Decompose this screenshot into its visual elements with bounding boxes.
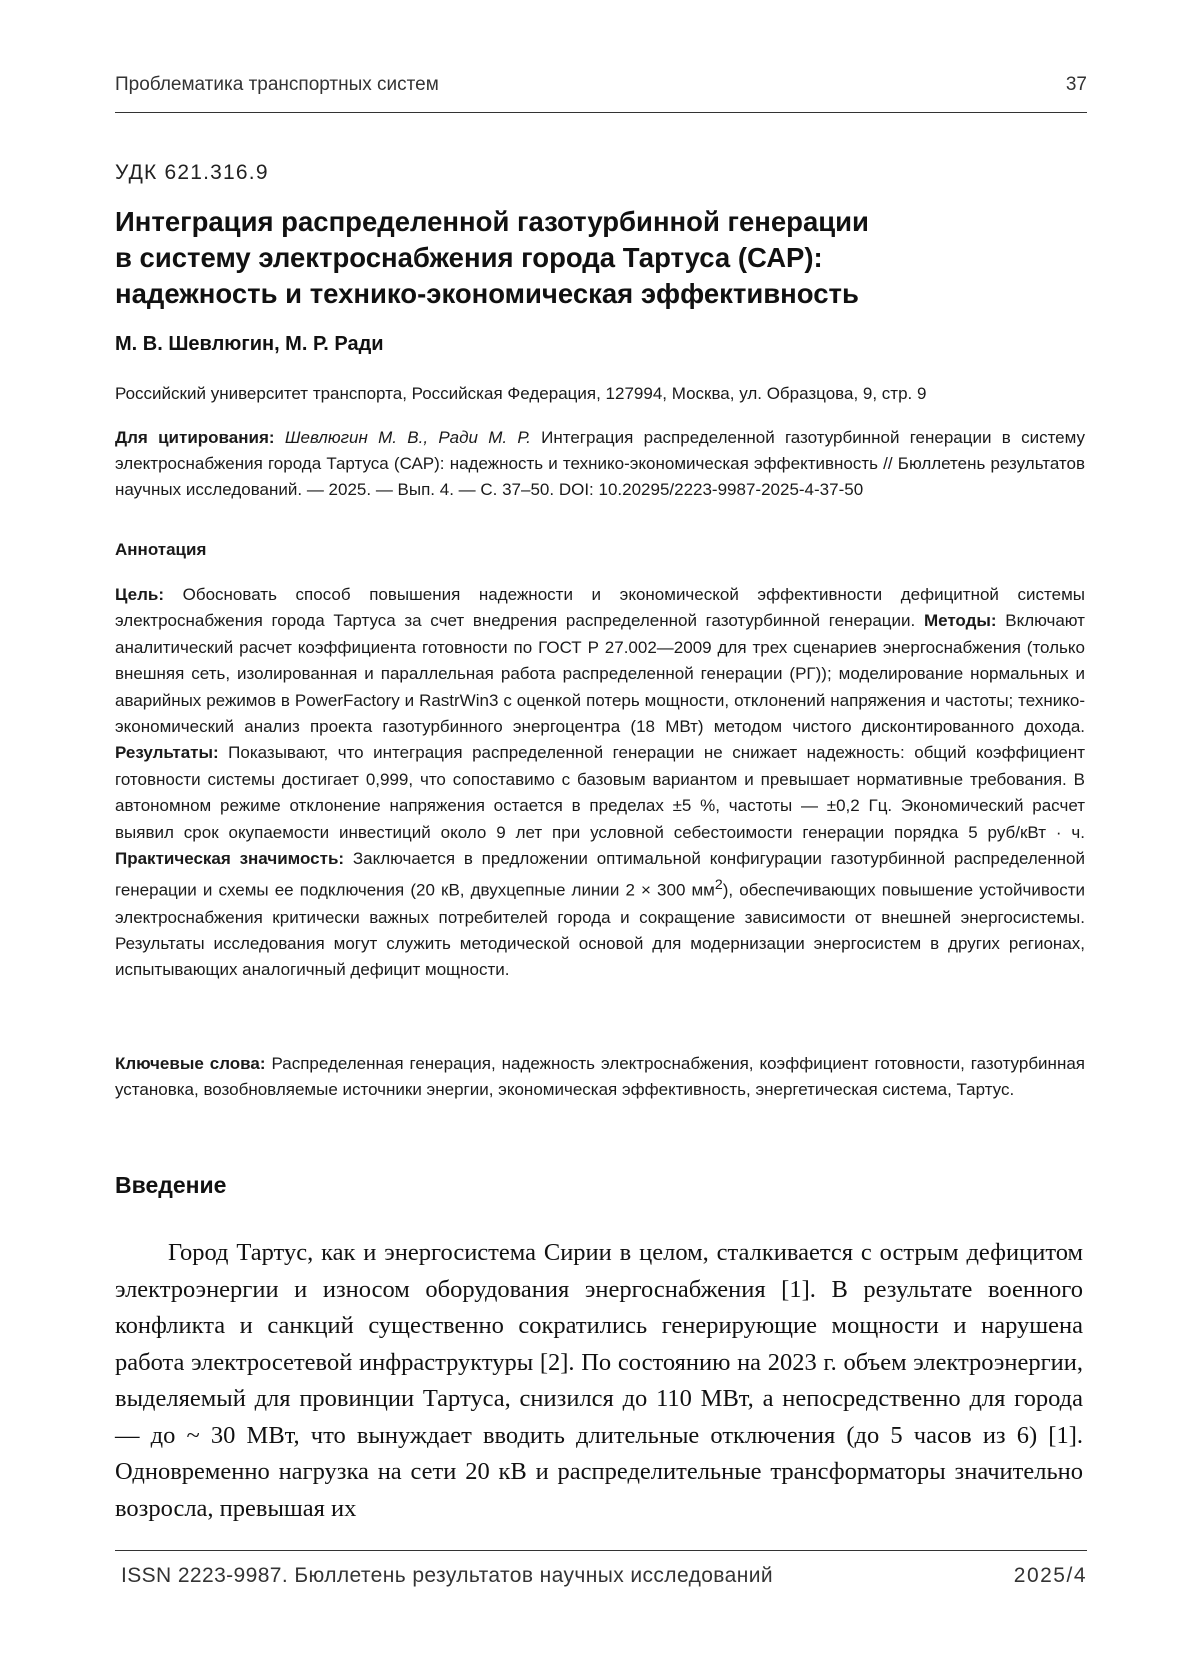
running-title: Проблематика транспортных систем — [115, 74, 439, 95]
methods-label: Методы: — [923, 611, 997, 631]
title-line: в систему электроснабжения города Тартуса (САР): — [115, 242, 823, 273]
title-line: Интеграция распределенной газотурбинной генерации — [115, 206, 869, 237]
title-line: надежность и технико-экономическая эффективность — [115, 278, 859, 309]
citation-block — [115, 425, 1085, 503]
significance-text: Заключается в предложении оптимальной конфигурации газотурбинной распределенной генерации и схемы ее подключения (20 кВ, двухцепные линии 2 × 300 мм — [115, 849, 1085, 901]
running-header — [115, 74, 1087, 104]
citation-authors: Шевлюгин М. В., Ради М. Р. — [284, 428, 531, 447]
introduction-paragraph: Город Тартус, как и энергосистема Сирии в целом, сталкивается с острым дефицитом электроэнергии и износом оборудования энергоснабжения [1]. В результате военного конфликта и санкций существенно сократились генерирующие мощности и нарушена работа электросетевой инфраструктуры [2]. По состоянию на 2023 г. объем электроэнергии, выделяемый для провинции Тартуса, снизился до 110 МВт, а непосредственно для города — до ~ 30 МВт, что вынуждает вводить длительные отключения (до 5 часов из 6) [1]. Одновременно нагрузка на сети 20 кВ и распределительные трансформаторы значительно возросла, превышая их — [115, 1239, 1083, 1522]
section-heading-introduction: Введение — [115, 1172, 227, 1198]
citation-text: Интеграция распределенной газотурбинной генерации в систему электроснабжения города Тартуса (САР): надежность и технико-экономическая эффективность // Бюллетень результатов научных исследований. — 2025. — Вып. 4. — С. 37–50. DOI: 10.20295/2223-9987-2025-4-37-50 — [115, 428, 1086, 499]
affiliation: Российский университет транспорта, Российская Федерация, 127994, Москва, ул. Образцова, 9, стр. 9 — [115, 384, 927, 403]
superscript: 2 — [714, 877, 723, 894]
annotation-heading: Аннотация — [115, 540, 207, 559]
article-title — [115, 204, 1075, 312]
methods-text: Включают аналитический расчет коэффициента готовности по ГОСТ Р 27.002—2009 для трех сценариев энергоснабжения (только внешняя сеть, изолированная и параллельная работа распределенной генерации (РГ)); моделирование нормальных и аварийных режимов в PowerFactory и RastrWin3 с оценкой потерь мощности, отклонений напряжения и частоты; технико-экономический анализ проекта газотурбинного энергоцентра (18 МВт) методом чистого дисконтированного дохода. — [115, 611, 1085, 737]
udc-code: УДК 621.316.9 — [115, 161, 269, 184]
footer-issue: 2025/4 — [1013, 1564, 1087, 1587]
page-number: 37 — [1065, 74, 1087, 95]
citation-label: Для цитирования: — [115, 428, 275, 447]
keywords-text: Распределенная генерация, надежность электроснабжения, коэффициент готовности, газотурбинная установка, возобновляемые источники энергии, экономическая эффективность, энергетическая система, Тартус. — [115, 1054, 1085, 1099]
abstract-text — [115, 582, 1085, 984]
header-divider — [115, 112, 1087, 113]
significance-label: Практическая значимость: — [115, 849, 345, 869]
goal-text: Обосновать способ повышения надежности и экономической эффективности дефицитной системы электроснабжения города Тартуса за счет внедрения распределенной газотурбинной генерации. — [115, 585, 1085, 631]
authors: М. В. Шевлюгин, М. Р. Ради — [115, 333, 384, 355]
keywords-block — [115, 1051, 1085, 1103]
footer-journal: ISSN 2223-9987. Бюллетень результатов научных исследований — [121, 1564, 773, 1587]
results-label: Результаты: — [115, 743, 219, 763]
significance-text-end: ), обеспечивающих повышение устойчивости электроснабжения критически важных потребителей города и сокращение зависимости от внешней энергосистемы. Результаты исследования могут служить методической основой для модернизации энергосистем в других регионах, испытывающих аналогичный дефицит мощности. — [115, 881, 1085, 980]
results-text: Показывают, что интеграция распределенной генерации не снижает надежность: общий коэффициент готовности системы достигает 0,999, что сопоставимо с базовым вариантом и превышает нормативные требования. В автономном режиме отклонение напряжения остается в пределах ±5 %, частоты — ±0,2 Гц. Экономический расчет выявил срок окупаемости инвестиций около 9 лет при условной себестоимости генерации порядка 5 руб/кВт · ч. — [115, 743, 1085, 842]
footer-divider — [115, 1550, 1087, 1551]
goal-label: Цель: — [115, 585, 164, 604]
keywords-label: Ключевые слова: — [115, 1054, 266, 1073]
